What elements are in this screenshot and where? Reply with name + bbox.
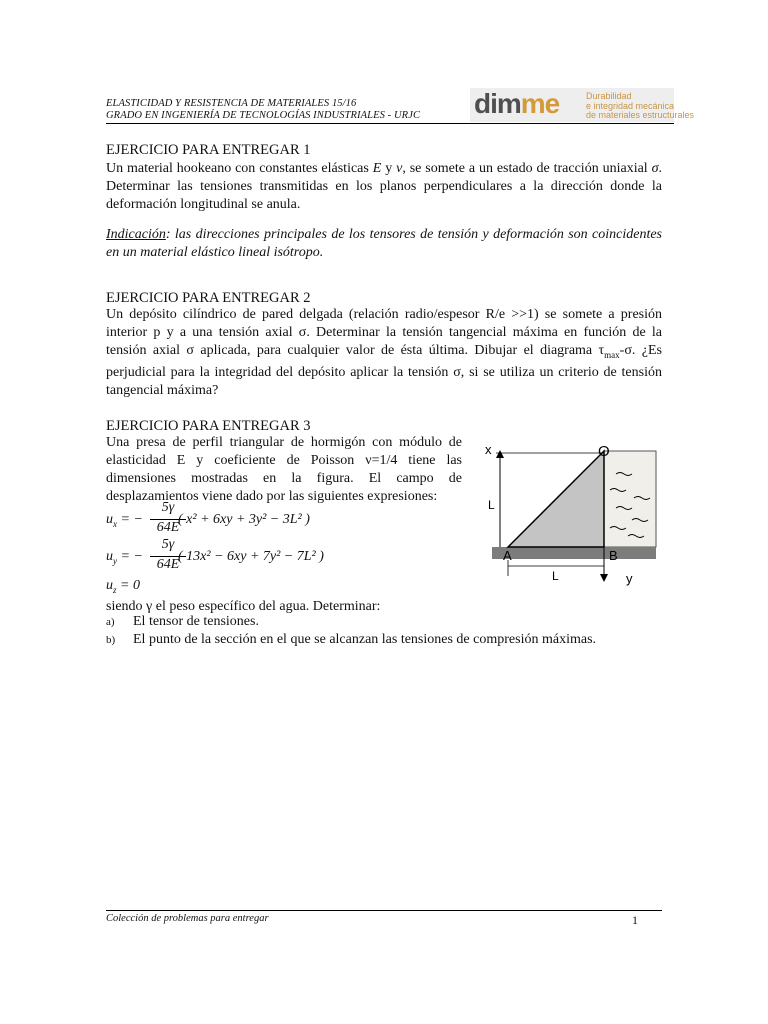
ex2-statement: Un depósito cilíndrico de pared delgada (relación radio/espesor R/e >>1) se somete a presión interior p y a una tensión axial σ. Determinar la tensión tangencial máxima en función de la tensión axial σ aplicada, para cualquier valor de ésta última. Dibujar el diagrama $\tau_{max}-\sigma$. ¿Es perjudicial para la integridad del depósito aplicar la tensión σ, si se utiliza un criterio de tensión tangencial máxima? [106,307,662,398]
eq-ux-lhs: $u_x$ = − [106,512,143,529]
header-rule [106,123,674,124]
eq-ux-num: 5γ [161,500,175,515]
eq-uy-den: 64E [156,557,180,572]
label-A: A [503,548,512,563]
ex2-title: EJERCICIO PARA ENTREGAR 2 [106,290,311,306]
label-L-horizontal: L [552,569,559,583]
footer-rule [106,910,662,911]
eq-ux-den: 64E [156,520,180,535]
label-x: x [485,442,492,457]
footer-title: Colección de problemas para entregar [106,913,269,924]
eq-uy-rhs: ( 13x² − 6xy + 7y² − 7L² ) [178,549,324,564]
label-y: y [626,571,633,586]
header-course: ELASTICIDAD Y RESISTENCIA DE MATERIALES 15/16 [106,98,357,109]
ex3-item-b: b) El punto de la sección en el que se alcanzan las tensiones de compresión máximas. [106,632,597,647]
label-B: B [609,548,618,563]
logo-wordmark: dimme [474,88,560,119]
dam-figure [470,436,670,590]
eq-uy-lhs: $u_y$ = − [106,549,143,566]
eq-uy-num: 5γ [161,537,175,552]
ex3-after: siendo γ el peso específico del agua. Determinar: [106,599,381,614]
ex3-title: EJERCICIO PARA ENTREGAR 3 [106,418,311,434]
ex1-title: EJERCICIO PARA ENTREGAR 1 [106,142,311,158]
label-L-vertical: L [488,498,495,512]
ex3-statement: Una presa de perfil triangular de hormigón con módulo de elasticidad E y coeficiente de Poisson ν=1/4 tiene las dimensiones mostradas en la figura. El campo de desplazamientos viene dado por las siguientes expresiones: [106,435,462,504]
label-O: O [598,443,610,460]
dam-triangle [508,451,604,547]
page-number: 1 [632,913,638,927]
ex1-statement: Un material hookeano con constantes elásticas E y ν, se somete a un estado de tracción uniaxial σ. Determinar las tensiones transmitidas en los planos perpendiculares a la dirección donde la deformación longitudinal se anula. [106,161,662,212]
header-degree: GRADO EN INGENIERÍA DE TECNOLOGÍAS INDUSTRIALES - URJC [106,110,421,121]
ex3-item-a: a) El tensor de tensiones. [106,614,259,629]
dimme-logo [470,88,695,122]
logo-tagline: Durabilidad e integridad mecánica de materiales estructurales [586,91,695,120]
eq-ux-rhs: ( x² + 6xy + 3y² − 3L² ) [178,512,310,527]
ground-strip [492,547,656,559]
ex1-hint: Indicación: las direcciones principales de los tensores de tensión y deformación son coincidentes en un material elástico lineal isótropo. [106,227,662,260]
eq-uz: $u_z = 0$ [106,578,140,595]
